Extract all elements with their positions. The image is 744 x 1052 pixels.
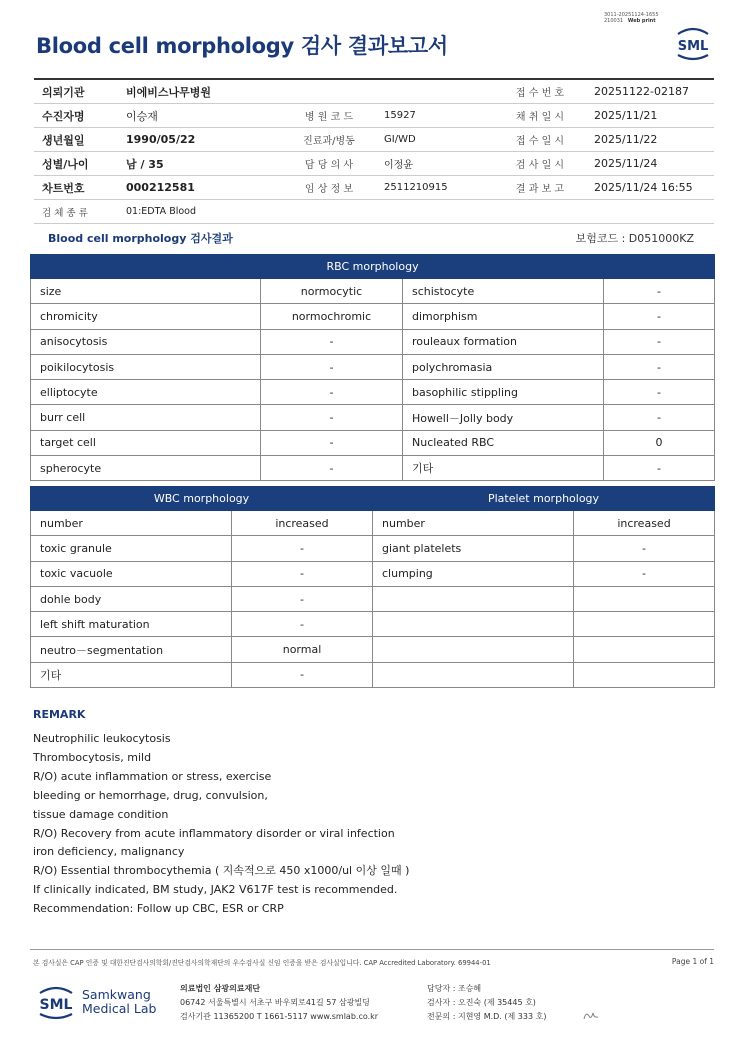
staff-tester: 검사자 : 오진숙 (제 35445 호) <box>427 998 536 1007</box>
info-label: 결 과 보 고 <box>515 184 565 195</box>
remark-line: Thrombocytosis, mild <box>33 750 152 764</box>
info-value: 비에비스나무병원 <box>126 85 212 99</box>
item-value-cell: - <box>261 456 403 481</box>
item-value-cell: - <box>574 536 715 561</box>
info-row <box>34 80 714 104</box>
table-row <box>31 456 715 481</box>
item-name-cell: poikilocytosis <box>31 354 261 379</box>
item-value-cell: - <box>261 430 403 455</box>
remark-line: If clinically indicated, BM study, JAK2 V617F test is recommended. <box>33 883 398 897</box>
info-value: 2025/11/24 <box>594 157 658 170</box>
table-row <box>31 354 715 379</box>
info-value: 01:EDTA Blood <box>126 206 197 217</box>
table-row <box>31 304 715 329</box>
org-contact: 검사기관 11365200 T 1661-5117 www.smlab.co.kr <box>180 1012 379 1021</box>
table-row <box>31 586 373 611</box>
insurance-code: 보험코드 : D051000KZ <box>575 232 694 245</box>
item-value-cell: - <box>232 536 373 561</box>
table-row <box>31 662 373 687</box>
item-name-cell: chromicity <box>31 304 261 329</box>
item-value-cell: - <box>232 612 373 637</box>
item-value-cell: 0 <box>604 430 715 455</box>
report-code-line2: 210031 <box>604 18 624 24</box>
org-address: 06742 서울특별시 서초구 바우뫼로41길 57 삼광빌딩 <box>180 998 370 1007</box>
rbc-table-title: RBC morphology <box>31 255 715 279</box>
info-label: 수진자명 <box>42 109 85 123</box>
item-name-cell: dohle body <box>31 586 232 611</box>
page-title: Blood cell morphology 검사 결과보고서 <box>36 34 448 58</box>
item-name-cell: anisocytosis <box>31 329 261 354</box>
sml-logo-icon <box>672 22 714 62</box>
page-number: Page 1 of 1 <box>671 957 714 966</box>
web-print-label: Web print <box>627 18 656 24</box>
rbc-morphology-table <box>30 254 715 481</box>
item-value-cell: - <box>232 662 373 687</box>
item-value-cell: - <box>261 380 403 405</box>
item-name-cell: number <box>373 511 574 536</box>
info-label: 담 당 의 사 <box>304 160 354 171</box>
svg-text:SML: SML <box>39 997 73 1013</box>
org-name: 의료법인 삼광의료재단 <box>180 984 261 993</box>
table-row <box>373 536 715 561</box>
info-label: 검 사 일 시 <box>515 160 565 171</box>
patient-info-table <box>34 78 714 224</box>
item-value-cell: - <box>574 561 715 586</box>
staff-handler: 담당자 : 조승혜 <box>427 984 482 993</box>
staff-info <box>427 982 546 1024</box>
item-value-cell <box>574 637 715 662</box>
table-row <box>31 536 373 561</box>
item-name-cell: polychromasia <box>403 354 604 379</box>
item-name-cell: Howell－Jolly body <box>403 405 604 430</box>
item-name-cell: toxic vacuole <box>31 561 232 586</box>
table-row <box>31 612 373 637</box>
item-value-cell: normal <box>232 637 373 662</box>
remark-line: R/O) Essential thrombocythemia ( 지속적으로 450 x1000/ul 이상 일때 ) <box>33 864 410 878</box>
platelet-morphology-table <box>372 486 715 688</box>
table-row <box>373 586 715 611</box>
item-value-cell: - <box>232 561 373 586</box>
signature-icon <box>582 1008 600 1022</box>
remark-line: R/O) Recovery from acute inflammatory disorder or viral infection <box>33 826 395 840</box>
table-row <box>373 511 715 536</box>
sml-logo-icon <box>34 982 78 1022</box>
info-label: 병 원 코 드 <box>304 112 354 123</box>
item-value-cell: - <box>604 405 715 430</box>
item-name-cell: dimorphism <box>403 304 604 329</box>
item-name-cell: target cell <box>31 430 261 455</box>
item-value-cell: - <box>604 304 715 329</box>
info-label: 성별/나이 <box>42 157 89 171</box>
info-row <box>34 176 714 200</box>
table-row <box>31 279 715 304</box>
wbc-table-title: WBC morphology <box>31 487 373 511</box>
item-name-cell <box>373 612 574 637</box>
remark-text <box>33 730 409 919</box>
footer-divider <box>30 949 714 950</box>
item-name-cell: burr cell <box>31 405 261 430</box>
item-value-cell: normocytic <box>261 279 403 304</box>
brand-name <box>82 988 156 1016</box>
report-code-line1: 3011-20251124-1655 <box>604 12 659 18</box>
item-value-cell: - <box>604 456 715 481</box>
info-label: 접 수 일 시 <box>515 136 565 147</box>
table-row <box>31 511 373 536</box>
item-value-cell: - <box>604 354 715 379</box>
info-label: 임 상 정 보 <box>304 184 354 195</box>
brand-line2: Medical Lab <box>82 1001 157 1016</box>
table-row <box>31 561 373 586</box>
info-value: 20251122-02187 <box>594 85 689 98</box>
brand-line1: Samkwang <box>82 987 151 1002</box>
remark-line: Neutrophilic leukocytosis <box>33 732 171 745</box>
info-value: GI/WD <box>384 134 416 145</box>
item-name-cell: toxic granule <box>31 536 232 561</box>
item-name-cell: Nucleated RBC <box>403 430 604 455</box>
item-name-cell: 기타 <box>403 456 604 481</box>
item-value-cell: - <box>232 586 373 611</box>
svg-text:SML: SML <box>677 39 709 54</box>
info-label: 채 취 일 시 <box>515 112 565 123</box>
wbc-morphology-table <box>30 486 373 688</box>
table-row <box>373 662 715 687</box>
table-row <box>373 561 715 586</box>
remark-line: Recommendation: Follow up CBC, ESR or CRP <box>33 902 284 916</box>
item-name-cell: size <box>31 279 261 304</box>
item-value-cell: - <box>604 380 715 405</box>
info-value: 15927 <box>384 110 416 121</box>
organization-info <box>180 982 378 1024</box>
table-row <box>31 405 715 430</box>
item-value-cell: - <box>261 329 403 354</box>
item-value-cell: normochromic <box>261 304 403 329</box>
info-value: 1990/05/22 <box>126 133 196 146</box>
item-name-cell: rouleaux formation <box>403 329 604 354</box>
info-row <box>34 104 714 128</box>
info-value: 이정윤 <box>384 160 413 171</box>
accreditation-note: 본 검사실은 CAP 인증 및 대한진단검사의학회/진단검사의학재단의 우수검사실 신임 인증을 받은 검사실입니다. CAP Accredited Laboratory. 69944-01 <box>33 959 491 967</box>
report-code <box>604 12 659 24</box>
item-name-cell: clumping <box>373 561 574 586</box>
item-name-cell: elliptocyte <box>31 380 261 405</box>
item-name-cell <box>373 662 574 687</box>
info-row <box>34 200 714 224</box>
item-value-cell: increased <box>232 511 373 536</box>
item-name-cell: 기타 <box>31 662 232 687</box>
info-value: 2025/11/22 <box>594 133 658 146</box>
info-value: 2511210915 <box>384 182 448 193</box>
platelet-table-title: Platelet morphology <box>373 487 715 511</box>
info-row <box>34 152 714 176</box>
info-value: 남 / 35 <box>126 157 164 171</box>
item-name-cell: spherocyte <box>31 456 261 481</box>
item-name-cell: number <box>31 511 232 536</box>
item-name-cell <box>373 586 574 611</box>
results-title: Blood cell morphology 검사결과 <box>48 232 233 245</box>
item-value-cell <box>574 612 715 637</box>
info-value: 이승재 <box>126 109 158 123</box>
remark-line: bleeding or hemorrhage, drug, convulsion, <box>33 788 268 802</box>
item-name-cell: left shift maturation <box>31 612 232 637</box>
info-value: 2025/11/24 16:55 <box>594 181 693 194</box>
item-value-cell <box>574 586 715 611</box>
item-name-cell <box>373 637 574 662</box>
info-row <box>34 128 714 152</box>
item-value-cell <box>574 662 715 687</box>
item-name-cell: neutro－segmentation <box>31 637 232 662</box>
table-row <box>373 637 715 662</box>
item-value-cell: - <box>261 354 403 379</box>
info-label: 접 수 번 호 <box>515 88 565 99</box>
remark-line: R/O) acute inflammation or stress, exercise <box>33 769 272 783</box>
info-label: 의뢰기관 <box>42 85 85 99</box>
table-row <box>31 637 373 662</box>
remark-title: REMARK <box>33 708 86 721</box>
item-name-cell: schistocyte <box>403 279 604 304</box>
info-value: 2025/11/21 <box>594 109 658 122</box>
remark-line: tissue damage condition <box>33 807 169 821</box>
info-label: 진료과/병동 <box>303 136 355 147</box>
table-row <box>373 612 715 637</box>
info-label: 검 체 종 류 <box>42 207 88 219</box>
item-value-cell: - <box>604 279 715 304</box>
item-value-cell: - <box>261 405 403 430</box>
item-name-cell: giant platelets <box>373 536 574 561</box>
item-value-cell: - <box>604 329 715 354</box>
table-row <box>31 380 715 405</box>
remark-line: iron deficiency, malignancy <box>33 845 185 859</box>
table-row <box>31 430 715 455</box>
staff-specialist: 전문의 : 지현영 M.D. (제 333 호) <box>427 1012 547 1021</box>
info-value: 000212581 <box>126 181 195 194</box>
info-label: 차트번호 <box>42 181 85 195</box>
item-name-cell: basophilic stippling <box>403 380 604 405</box>
info-label: 생년월일 <box>42 133 85 147</box>
table-row <box>31 329 715 354</box>
item-value-cell: increased <box>574 511 715 536</box>
